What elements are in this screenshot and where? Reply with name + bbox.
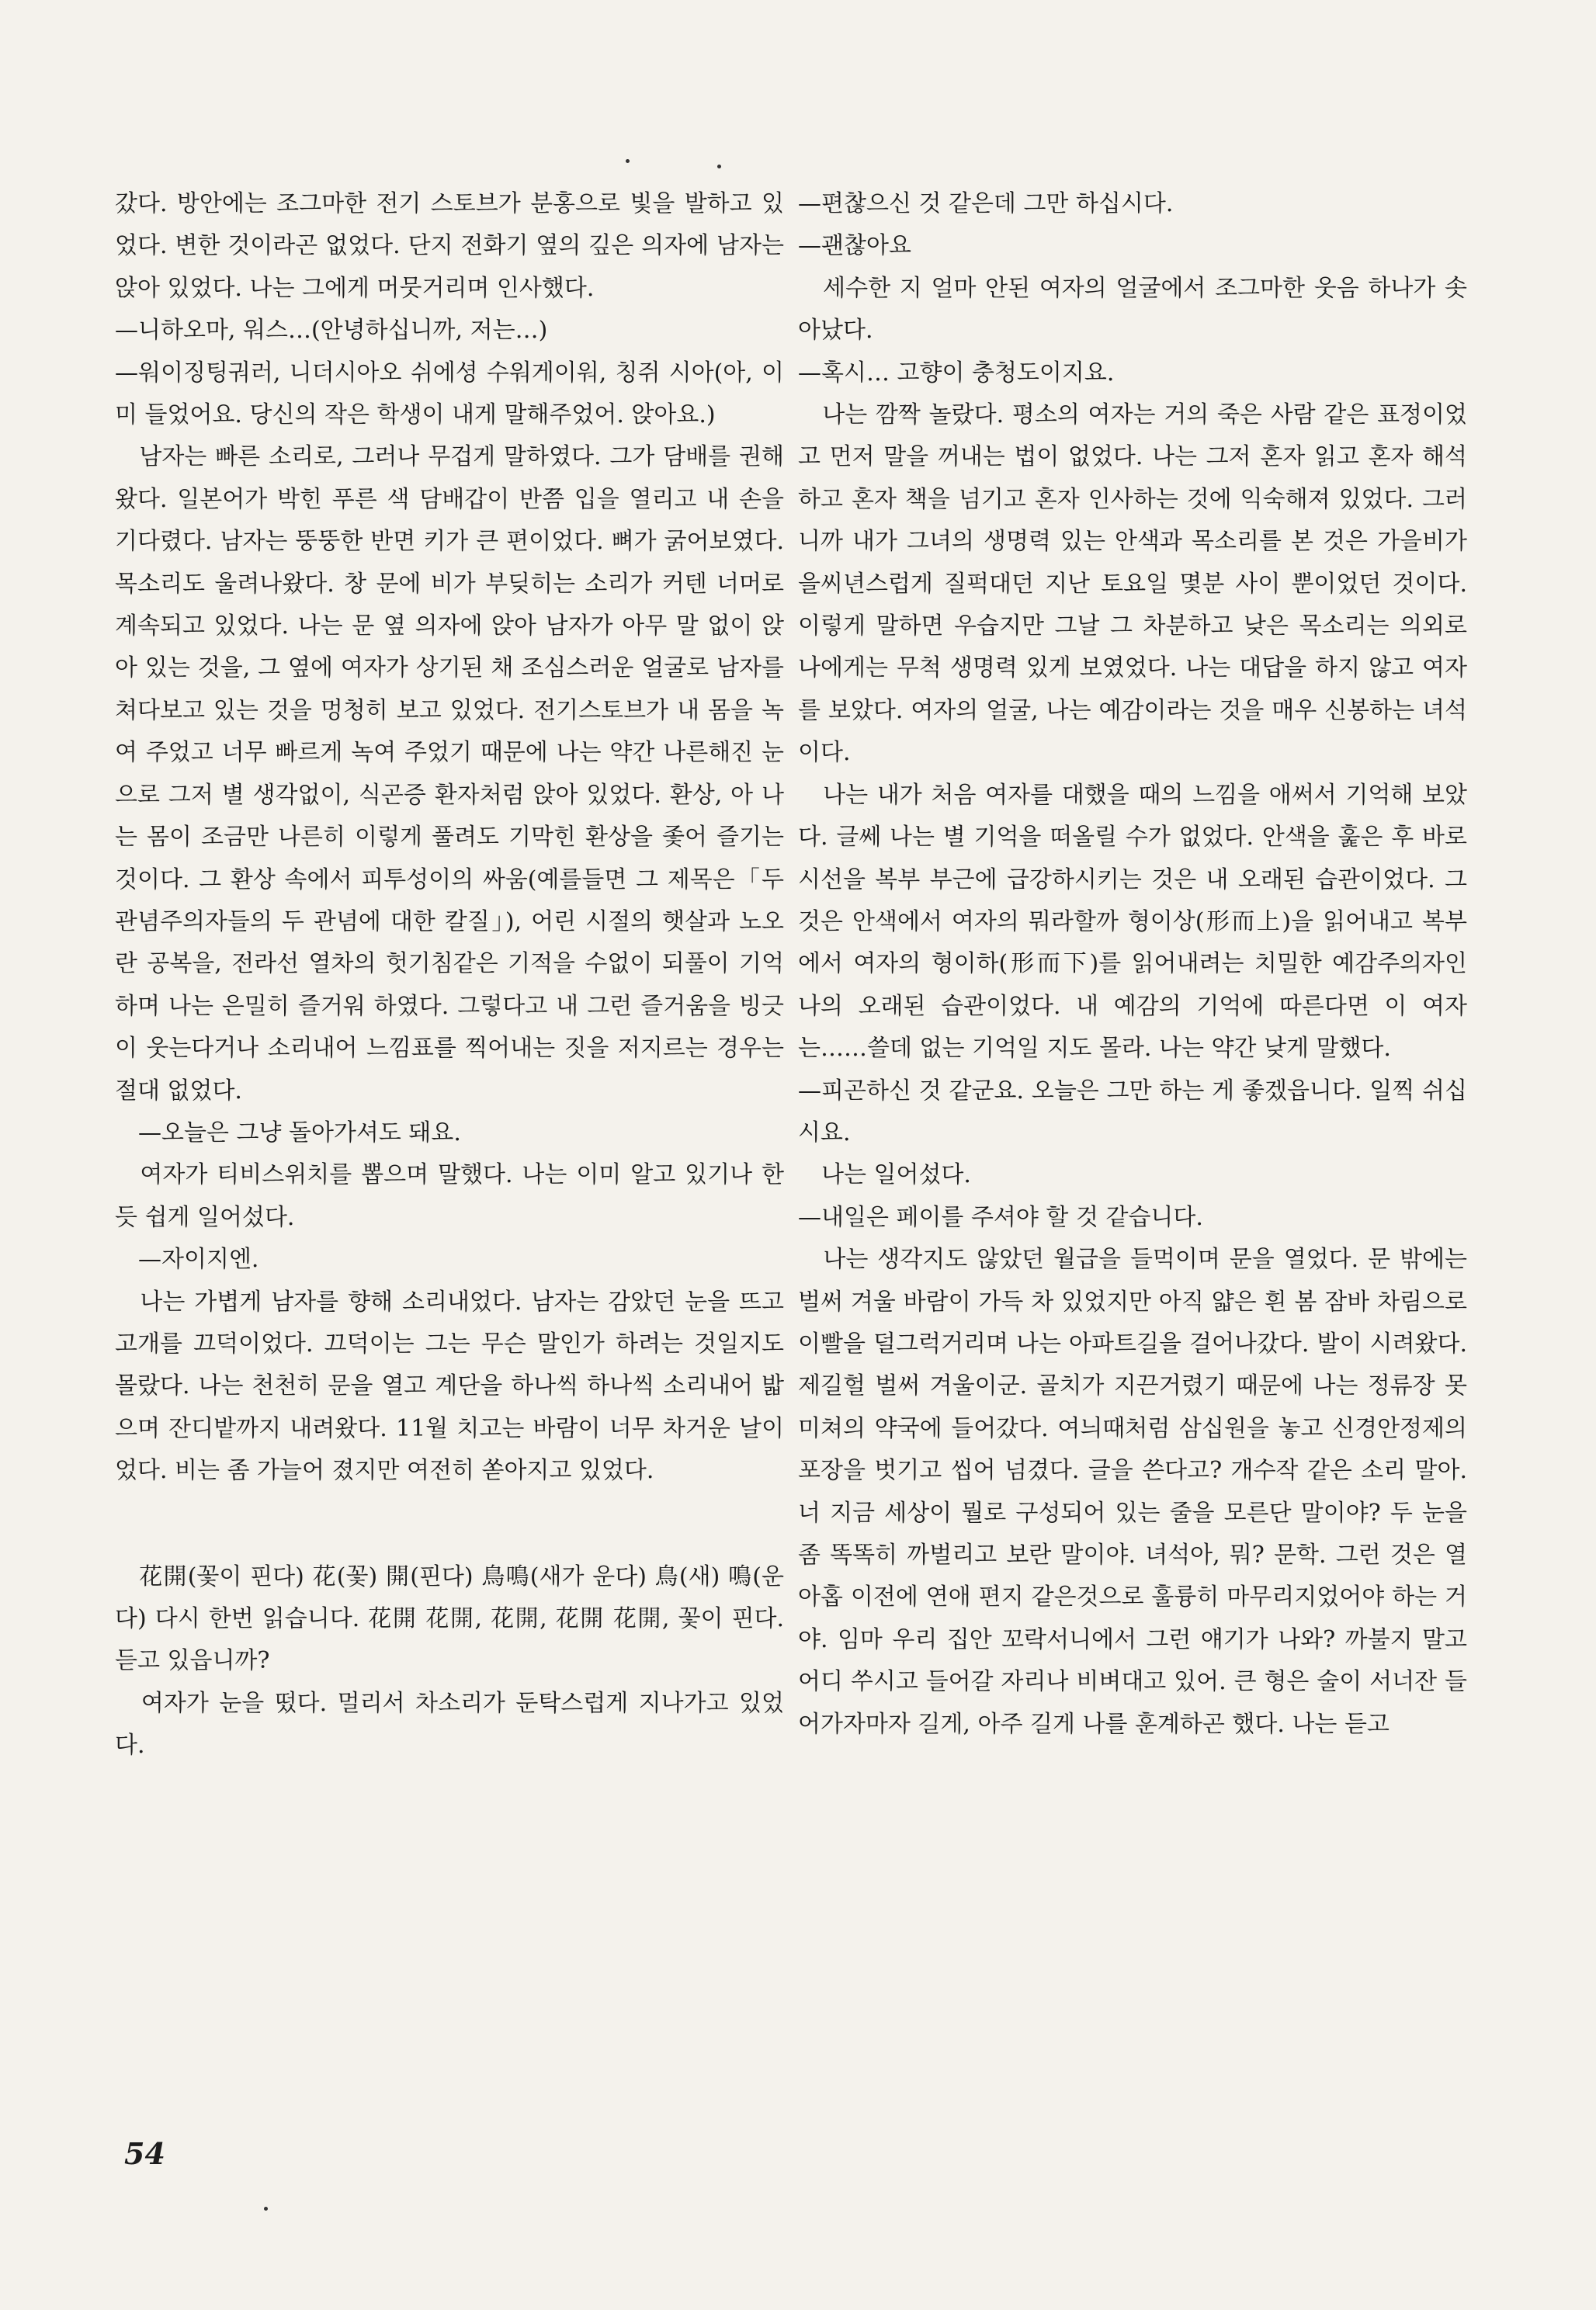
left-column [115, 183, 784, 1767]
paragraph: —편찮으신 것 같은데 그만 하십시다. [798, 190, 1174, 217]
paragraph: —혹시… 고향이 충청도이지요. [798, 359, 1115, 387]
paragraph: 나는 생각지도 않았던 월급을 들먹이며 문을 열었다. 문 밖에는 벌써 겨울 바람이 가득 차 있었지만 아직 얇은 흰 봄 잠바 차림으로 이빨을 덜그럭거리며 나는 아파트길을 걸어나갔다. 발이 시려왔다. 제길헐 벌써 겨울이군. 골치가 지끈거렸기 때문에 나는 정류장 못미쳐의 약국에 들어갔다. 여늬때처럼 삼십원을 놓고 신경안정제의 포장을 벗기고 씹어 넘겼다. 글을 쓴다고? 개수작 같은 소리 말아. 너 지금 세상이 뭘로 구성되어 있는 줄을 모른단 말이야? 두 눈을 좀 똑똑히 까벌리고 보란 말이야. 녀석아, 뭐? 문학. 그런 것은 열아홉 이전에 연애 편지 같은것으로 훌륭히 마무리지었어야 하는 거야. 임마 우리 집안 꼬락서니에서 그런 얘기가 나와? 까불지 말고 어디 쑤시고 들어갈 자리나 비벼대고 있어. 큰 형은 술이 서너잔 들어가자마자 길게, 아주 길게 나를 훈계하곤 했다. 나는 듣고 [798, 1246, 1467, 1738]
print-speck [717, 165, 721, 168]
paragraph: 세수한 지 얼마 안된 여자의 얼굴에서 조그마한 웃음 하나가 솟아났다. [798, 274, 1467, 345]
paragraph: 나는 내가 처음 여자를 대했을 때의 느낌을 애써서 기억해 보았다. 글쎄 나는 별 기억을 떠올릴 수가 없었다. 안색을 훑은 후 바로 시선을 복부 부근에 급강하시키는 것은 내 오래된 습관이었다. 그것은 안색에서 여자의 뭐라할까 형이상(形而上)을 읽어내고 복부에서 여자의 형이하(形而下)를 읽어내려는 치밀한 예감주의자인 나의 오래된 습관이었다. 내 예감의 기억에 따른다면 이 여자는……쓸데 없는 기억일 지도 몰라. 나는 약간 낮게 말했다. [798, 781, 1467, 1063]
right-column [798, 183, 1467, 1746]
paragraph: 나는 가볍게 남자를 향해 소리내었다. 남자는 감았던 눈을 뜨고 고개를 끄덕이었다. 끄덕이는 그는 무슨 말인가 하려는 것일지도 몰랐다. 나는 천천히 문을 열고 계단을 하나씩 하나씩 소리내어 밟으며 잔디밭까지 내려왔다. 11월 치고는 바람이 너무 차거운 날이었다. 비는 좀 가늘어 졌지만 여전히 쏟아지고 있었다. [115, 1288, 784, 1485]
paragraph: 나는 일어섰다. [798, 1161, 971, 1189]
paragraph: —괜찮아요 [798, 232, 911, 260]
paragraph: —오늘은 그냥 돌아가셔도 돼요. [115, 1119, 461, 1146]
paragraph: 여자가 티비스위치를 뽑으며 말했다. 나는 이미 알고 있기나 한듯 쉽게 일어섰다. [115, 1161, 784, 1231]
page-number: 54 [124, 2136, 165, 2171]
paragraph: 여자가 눈을 떴다. 멀리서 차소리가 둔탁스럽게 지나가고 있었다. [115, 1689, 784, 1760]
paragraph: 갔다. 방안에는 조그마한 전기 스토브가 분홍으로 빛을 발하고 있었다. 변한 것이라곤 없었다. 단지 전화기 옆의 깊은 의자에 남자는 앉아 있었다. 나는 그에게 머뭇거리며 인사했다. [115, 190, 784, 302]
print-speck [626, 159, 630, 163]
paragraph: 남자는 빠른 소리로, 그러나 무겁게 말하였다. 그가 담배를 권해 왔다. 일본어가 박힌 푸른 색 담배갑이 반쯤 입을 열리고 내 손을 기다렸다. 남자는 뚱뚱한 반면 키가 큰 편이었다. 뼈가 굵어보였다. 목소리도 울려나왔다. 창 문에 비가 부딪히는 소리가 커텐 너머로 계속되고 있었다. 나는 문 옆 의자에 앉아 남자가 아무 말 없이 앉아 있는 것을, 그 옆에 여자가 상기된 채 조심스러운 얼굴로 남자를 쳐다보고 있는 것을 멍청히 보고 있었다. 전기스토브가 내 몸을 녹여 주었고 너무 빠르게 녹여 주었기 때문에 나는 약간 나른해진 눈으로 그저 별 생각없이, 식곤증 환자처럼 앉아 있었다. 환상, 아 나는 몸이 조금만 나른히 이렇게 풀려도 기막힌 환상을 좇어 즐기는 것이다. 그 환상 속에서 피투성이의 싸움(예를들면 그 제목은「두 관념주의자들의 두 관념에 대한 칼질」), 어린 시절의 햇살과 노오란 공복을, 전라선 열차의 헛기침같은 기적을 수없이 되풀이 기억하며 나는 은밀히 즐거워 하였다. 그렇다고 내 그런 즐거움을 빙긋이 웃는다거나 소리내어 느낌표를 찍어내는 짓을 저지르는 경우는 절대 없었다. [115, 443, 784, 1105]
paragraph: —피곤하신 것 같군요. 오늘은 그만 하는 게 좋겠읍니다. 일찍 쉬십시요. [798, 1077, 1467, 1146]
section-break [115, 1493, 784, 1556]
paragraph: —내일은 페이를 주셔야 할 것 같습니다. [798, 1203, 1203, 1231]
paragraph: —자이지엔. [115, 1246, 259, 1274]
paragraph: 나는 깜짝 놀랐다. 평소의 여자는 거의 죽은 사람 같은 표정이었고 먼저 말을 꺼내는 법이 없었다. 나는 그저 혼자 읽고 혼자 해석하고 혼자 책을 넘기고 혼자 인사하는 것에 익숙해져 있었다. 그러니까 내가 그녀의 생명력 있는 안색과 목소리를 본 것은 가을비가 을씨년스럽게 질퍽대던 지난 토요일 몇분 사이 뿐이었던 것이다. 이렇게 말하면 우습지만 그날 그 차분하고 낮은 목소리는 의외로 나에게는 무척 생명력 있게 보였었다. 나는 대답을 하지 않고 여자를 보았다. 여자의 얼굴, 나는 예감이라는 것을 매우 신봉하는 녀석이다. [798, 401, 1467, 767]
paragraph: —니하오마, 워스…(안녕하십니까, 저는…) [115, 317, 548, 345]
paragraph: 花開(꽃이 핀다) 花(꽃) 開(핀다) 鳥鳴(새가 운다) 鳥(새) 鳴(운다) 다시 한번 읽습니다. 花開 花開, 花開, 花開 花開, 꽃이 핀다. 듣고 있읍니까? [115, 1563, 784, 1675]
paragraph: —워이징팅궈러, 니더시아오 쉬에셩 수워게이워, 칭쥐 시아(아, 이미 들었어요. 당신의 작은 학생이 내게 말해주었어. 앉아요.) [115, 359, 784, 429]
print-speck [264, 2207, 268, 2211]
